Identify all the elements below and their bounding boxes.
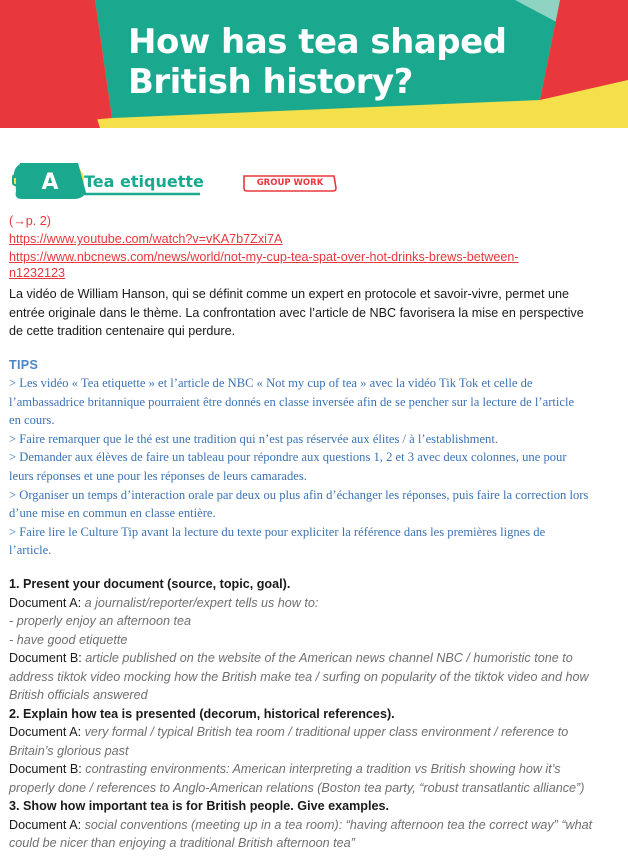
q2-document-a-answer: very formal / typical British tea room / traditional upper class environment / reference to Britain’s glorious past	[9, 725, 569, 758]
headphones-icon	[10, 160, 40, 188]
page-title-line2: British history?	[128, 62, 413, 102]
q2-document-b	[9, 760, 609, 797]
question-3: 3. Show how important tea is for British people. Give examples.	[9, 799, 389, 813]
tip-item: > Demander aux élèves de faire un tableau pour répondre aux questions 1, 2 et 3 avec deux colonnes, une pour leurs réponses et une pour les réponses de leurs camarades.	[9, 450, 567, 483]
page-title	[128, 22, 528, 102]
intro-paragraph: La vidéo de William Hanson, qui se définit comme un expert en protocole et savoir-vivre, permet une entrée originale dans le thème. La confrontation avec l’article de NBC favorisera la mise en perspective de cette tradition centenaire qui perdure.	[9, 287, 584, 338]
page-title-line1: How has tea shaped	[128, 22, 507, 62]
questions-section	[9, 575, 609, 853]
section-title: Tea etiquette	[84, 172, 204, 191]
q1-bullet-1: - properly enjoy an afternoon tea	[9, 614, 192, 628]
q3-document-a-answer: social conventions (meeting up in a tea room): “having afternoon tea the correct way” “what could be nicer than enjoying a traditional British afternoon tea”	[9, 817, 593, 850]
section-letter: A	[41, 170, 59, 195]
nbc-link-part2: n1232123	[9, 266, 66, 280]
nbc-link-row	[9, 249, 609, 281]
nbc-link-part1: https://www.nbcnews.com/news/world/not-my-cup-tea-spat-over-hot-drinks-brews-between-	[9, 250, 519, 264]
tip-item: > Faire remarquer que le thé est une tradition qui n’est pas réservée aux élites / à l’establishment.	[9, 431, 498, 446]
q1-document-b-answer: article published on the website of the American news channel NBC / humoristic tone to address tiktok video mocking how the British make tea / surfing on popularity of the tiktok video and how British officials answered	[9, 651, 589, 702]
group-work-badge	[242, 173, 338, 193]
q3-document-a-label: Document A:	[9, 817, 85, 832]
q2-document-b-answer: contrasting environments: American interpreting a tradition vs British showing how it’s properly done / references to Anglo-American relations (Boston tea party, “robust transatlantic alliance”)	[9, 762, 585, 795]
page-reference: (→p. 2)	[9, 214, 51, 228]
q2-document-a-label: Document A:	[9, 725, 85, 739]
q1-document-a-answer: a journalist/reporter/expert tells us how to:	[84, 595, 319, 610]
nbc-link[interactable]	[9, 250, 519, 280]
group-work-label: GROUP WORK	[256, 178, 324, 188]
tip-item: > Les vidéo « Tea etiquette » et l’article de NBC « Not my cup of tea » avec la vidéo Tik Tok et celle de l’ambassadrice britannique pourraient être donnés en classe inversée afin de se pencher sur la lecture de l’article en cours.	[9, 376, 575, 428]
question-1: 1. Present your document (source, topic, goal).	[9, 577, 291, 591]
q1-bullet-2: - have good etiquette	[9, 632, 128, 647]
q1-document-b	[9, 649, 609, 705]
q2-document-a	[9, 723, 609, 760]
tips-heading: TIPS	[9, 358, 39, 372]
youtube-link[interactable]: https://www.youtube.com/watch?v=vKA7b7Zxi7A	[9, 232, 283, 246]
tip-item: > Faire lire le Culture Tip avant la lecture du texte pour expliciter la référence dans les premières lignes de l’article.	[9, 524, 546, 558]
question-2: 2. Explain how tea is presented (decorum, historical references).	[9, 706, 395, 721]
tips-list	[9, 374, 589, 560]
header-banner	[0, 0, 628, 128]
q2-document-b-label: Document B:	[9, 762, 86, 776]
tip-item: > Organiser un temps d’interaction orale par deux ou plus afin d’échanger les réponses, puis faire la correction lors d’une mise en commun en classe entière.	[9, 487, 589, 521]
q1-document-b-label: Document B:	[9, 651, 86, 665]
youtube-link-row	[9, 231, 282, 247]
q1-document-a-label: Document A:	[9, 595, 85, 610]
section-header	[10, 160, 350, 206]
q1-document-a	[9, 594, 609, 613]
q3-document-a	[9, 816, 609, 853]
